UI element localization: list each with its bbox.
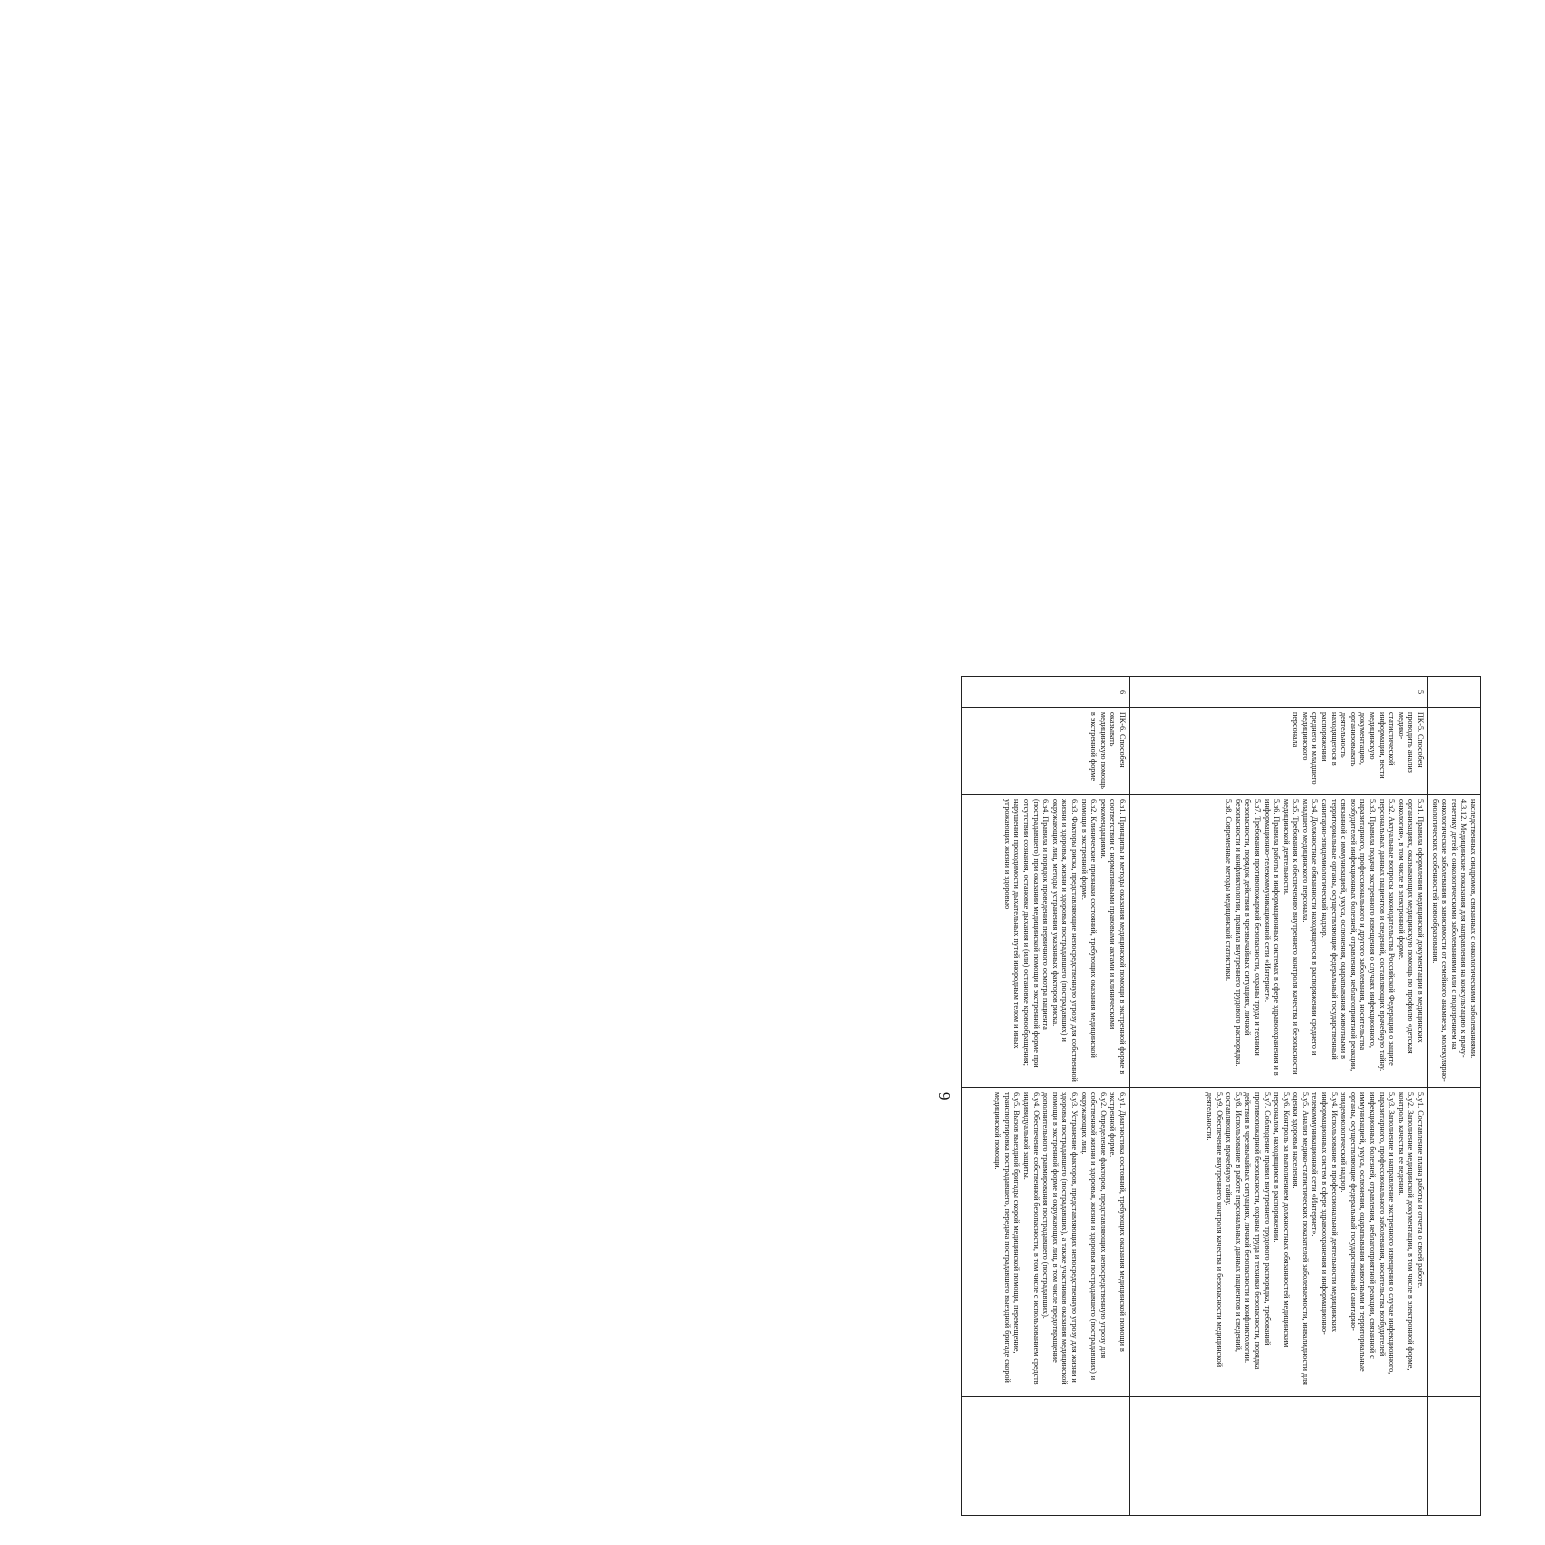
- knowledge-item: 6.з1. Принципы и методы оказания медицинской помощи в экстренной форме в соответствии с нормативными правовыми актами и клиническими рекомендациями.: [1098, 799, 1128, 1075]
- knowledge-cell: [1428, 795, 1481, 1088]
- competency-code-cell: ПК-6. Способен оказывать медицинскую помощь в экстренной форме: [962, 708, 1130, 795]
- skills-cell: [1428, 1088, 1481, 1397]
- table-row: [962, 677, 1130, 1516]
- skill-item: 5.у3. Заполнение и направление экстренного извещения о случае инфекционного, паразитарного, профессионального заболевания, носительства возбудителей инфекционных болезней, отравления, неблагоприятной реакции, связанной с иммунизацией, укуса, ослюнения, оцарапывания животными в территориальные органы, осуществляющие федеральный государственный санитарно-эпидемиологический надзор.: [1339, 1092, 1397, 1375]
- skill-item: 5.у5. Анализ медико-статистических показателей заболеваемости, инвалидности для оценки здоровья населения.: [1291, 1092, 1310, 1385]
- competency-code-cell: [1428, 708, 1481, 795]
- row-number-cell: 5: [1130, 677, 1428, 708]
- skill-item: 5.у9. Обеспечение внутреннего контроля качества и безопасности медицинской деятельности.: [1204, 1092, 1224, 1368]
- knowledge-item: 5.з3. Правила подачи экстренного извещения о случаях инфекционного, паразитарного, профессионального и другого заболевания, носительства возбудителей инфекционных болезней, отравления, неблагоприятной реакции, связанной с иммунизацией, укуса, ослюнения, оцарапывания животными в территориальные органы, осуществляющие федеральный государственный санитарно-эпидемиологический надзор.: [1320, 799, 1378, 1072]
- knowledge-item: 5.з8. Современные методы медицинской статистики.: [1224, 799, 1234, 982]
- skills-cell: [962, 1088, 1130, 1397]
- knowledge-item: наследственных синдромов, связанных с онкологическими заболеваниями.: [1469, 799, 1478, 1059]
- skills-cell: [1130, 1088, 1428, 1397]
- skill-item: 6.у5. Вызов выездной бригады скорой медицинской помощи, перемещение, транспортировка пострадавшего, передача пострадавшего выездной бригаде скорой медицинской помощи.: [993, 1092, 1022, 1383]
- table-row: [1130, 677, 1428, 1516]
- knowledge-item: 6.з3. Факторы риска, представляющие непосредственную угрозу для собственной жизни и здоровья, жизни и здоровья пострадавшего (пострадавших) и окружающих лиц, методы устранения указанных факторов риска.: [1050, 799, 1080, 1082]
- skill-item: 5.у8. Использование в работе персональных данных пациентов и сведений, составляющих врачебную тайну.: [1224, 1092, 1243, 1352]
- table-row: [1428, 677, 1481, 1516]
- knowledge-item: 5.з1. Правила оформления медицинской документации в медицинских организациях, оказывающих медицинскую помощь по профилю «детская онкология», в том числе в электронной форме.: [1396, 799, 1426, 1054]
- knowledge-item: 5.з4. Должностные обязанности находящегося в распоряжении среднего и младшего медицинского персонала.: [1300, 799, 1320, 1056]
- knowledge-item: 5.з7. Требования противопожарной безопасности, охраны труда и техники безопасности, порядок действия в чрезвычайных ситуациях, личной безопасности и конфликтологии, правила внутреннего трудового распорядка.: [1233, 799, 1262, 1067]
- knowledge-cell: [1130, 795, 1428, 1088]
- skill-item: 5.у1. Составление плана работы и отчета о своей работе.: [1416, 1092, 1426, 1289]
- skill-item: 6.у4. Обеспечение собственной безопасности, в том числе с использованием средств индивидуальной защиты.: [1022, 1092, 1041, 1385]
- knowledge-item: 5.з2. Актуальные вопросы законодательства Российской Федерации о защите персональных данных пациентов и сведений, составляющих врачебную тайну.: [1377, 799, 1397, 1072]
- skill-item: 5.у2. Заполнение медицинской документации, в том числе в электронной форме, контроль качества ее ведения.: [1396, 1092, 1416, 1371]
- knowledge-cell: [962, 795, 1130, 1088]
- extra-cell: [1428, 1397, 1481, 1516]
- row-number-cell: [1428, 677, 1481, 708]
- skill-item: 5.у6. Контроль за выполнением должностных обязанностей медицинским персоналом, находящимся в распоряжении.: [1272, 1092, 1291, 1348]
- rotated-content: [905, 640, 1545, 1545]
- page-number: 6: [935, 1092, 954, 1101]
- competency-code-cell: ПК-5. Способен проводить анализ медико-статистической информации, вести медицинскую документацию, организовывать деятельность находящегося в распоряжении среднего и младшего медицинского персонала: [1130, 708, 1428, 795]
- skill-item: 6.у3. Устранение факторов, представляющих непосредственную угрозу для жизни и здоровья пострадавшего (пострадавших), а также участников оказания медицинской помощи в экстренной форме и окружающих лиц, в том числе предотвращение дополнительного травмирования пострадавшего (пострадавших).: [1041, 1092, 1080, 1385]
- table-body: [962, 677, 1481, 1516]
- knowledge-item: 4.3.12. Медицинские показания для направления на консультацию к врачу-генетику детей с онкологическими заболеваниями или с подозрением на онкологические заболевания в зависимости от семейного анамнеза, молекулярно-биологических особенностей новообразования.: [1430, 799, 1469, 1082]
- skill-item: 5.у4. Использование в профессиональной деятельности медицинских информационных систем в сфере здравоохранения и информационно-телекоммуникационной сети «Интернет».: [1310, 1092, 1339, 1335]
- skill-item: 6.у2. Определение факторов, представляющих непосредственную угрозу для собственной жизни и здоровья, жизни и здоровья пострадавшего (пострадавших) и окружающих лиц.: [1079, 1092, 1108, 1381]
- competency-table: [961, 676, 1481, 1516]
- skill-item: 6.у1. Диагностика состояний, требующих оказания медицинской помощи в экстренной форме.: [1108, 1092, 1128, 1352]
- row-number-cell: 6: [962, 677, 1130, 708]
- knowledge-item: 6.з4. Правила и порядок проведения первичного осмотра пациента (пострадавшего) при оказании медицинской помощи в экстренной форме при отсутствии сознания, остановке дыхания и (или) остановке кровообращения; нарушении проходимости дыхательных путей инородным телом и иных угрожающих жизни и здоровью: [1002, 799, 1051, 1068]
- skill-item: 5.у7. Соблюдение правил внутреннего трудового распорядка, требований противопожарной безопасности, охраны труда и техники безопасности, порядка действия в чрезвычайных ситуациях, личной безопасности и конфликтологии.: [1243, 1092, 1272, 1370]
- extra-cell: [1130, 1397, 1428, 1516]
- knowledge-item: 6.з2. Клинические признаки состояний, требующих оказания медицинской помощи в экстренной форме.: [1079, 799, 1099, 1058]
- knowledge-item: 5.з6. Правила работы в информационных системах в сфере здравоохранения и в информационно-телекоммуникационной сети «Интернет».: [1262, 799, 1282, 1076]
- extra-cell: [962, 1397, 1130, 1516]
- knowledge-item: 5.з5. Требования к обеспечению внутреннего контроля качества и безопасности медицинской деятельности.: [1281, 799, 1301, 1075]
